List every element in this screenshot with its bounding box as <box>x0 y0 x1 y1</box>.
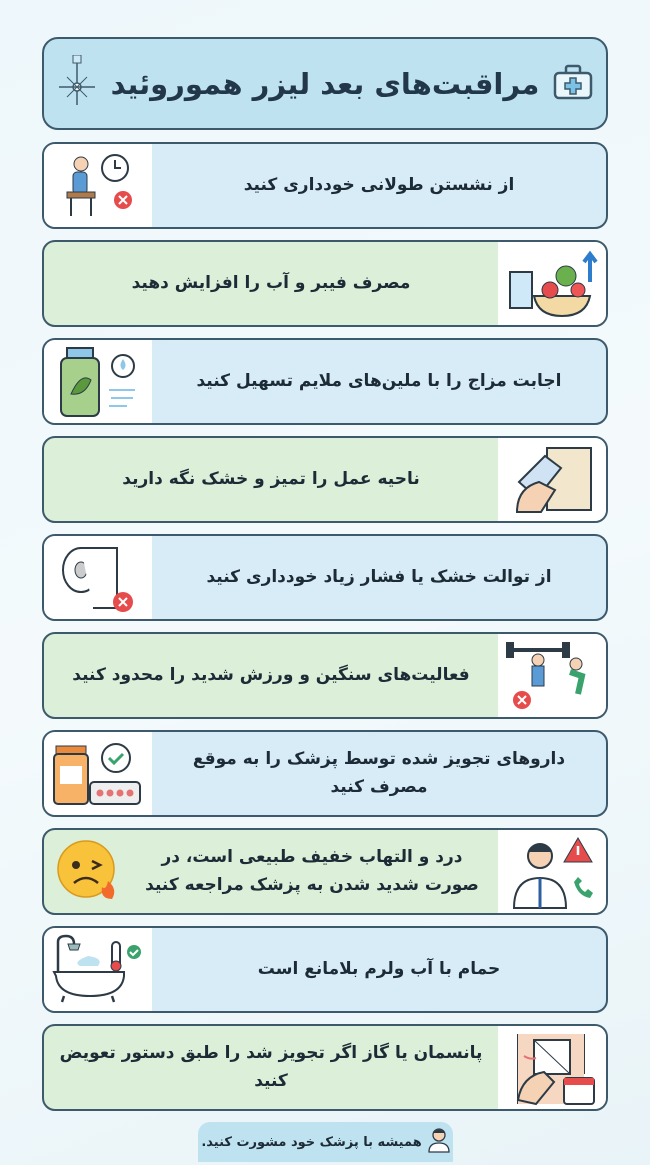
doctor-icon <box>428 1127 450 1157</box>
toilet-paper-icon <box>44 536 152 619</box>
pained-face-emoji-icon <box>54 837 126 907</box>
tip-card <box>42 142 608 229</box>
footer-text: همیشه با پزشک خود مشورت کنید. <box>201 1134 422 1150</box>
hand-towel-icon <box>498 438 606 521</box>
footer-note <box>198 1122 453 1162</box>
tip-card <box>42 1024 608 1111</box>
tip-text: از توالت خشک یا فشار زیاد خودداری کنید <box>206 566 552 587</box>
page-title: مراقبت‌های بعد لیزر هموروئید <box>110 66 540 101</box>
tip-text: مصرف فیبر و آب را افزایش دهید <box>131 272 411 293</box>
doctor-alert-icon <box>498 830 606 913</box>
first-aid-kit-icon <box>553 64 593 104</box>
tip-card <box>42 730 608 817</box>
bandage-calendar-icon <box>498 1026 606 1109</box>
tip-text: فعالیت‌های سنگین و ورزش شدید را محدود کنید <box>72 664 470 685</box>
sitting-clock-icon <box>44 144 152 227</box>
tip-card <box>42 436 608 523</box>
tip-card <box>42 338 608 425</box>
tip-text: داروهای تجویز شده توسط پزشک را به موقع مصرف کنید <box>192 749 566 797</box>
laxative-bottle-icon <box>44 340 152 423</box>
bathtub-icon <box>44 928 152 1011</box>
laser-icon <box>57 55 97 113</box>
tip-card <box>42 240 608 327</box>
tip-card <box>42 534 608 621</box>
tip-text: ناحیه عمل را تمیز و خشک نگه دارید <box>122 468 420 489</box>
water-fruit-bowl-icon <box>498 242 606 325</box>
tip-text: پانسمان یا گاز اگر تجویز شد را طبق دستور تعویض کنید <box>59 1043 483 1091</box>
tip-text: اجابت مزاج را با ملین‌های ملایم تسهیل کنید <box>196 370 562 391</box>
tip-card <box>42 926 608 1013</box>
tip-text: حمام با آب ولرم بلامانع است <box>257 958 501 979</box>
tip-card <box>42 632 608 719</box>
tip-text: از نشستن طولانی خودداری کنید <box>243 174 515 195</box>
weightlifting-icon <box>498 634 606 717</box>
medication-icon <box>44 732 152 815</box>
title-banner <box>42 37 608 130</box>
tip-card <box>42 828 608 915</box>
tip-text: درد و التهاب خفیف طبیعی است، در صورت شدید شدن به پزشک مراجعه کنید <box>145 847 479 895</box>
